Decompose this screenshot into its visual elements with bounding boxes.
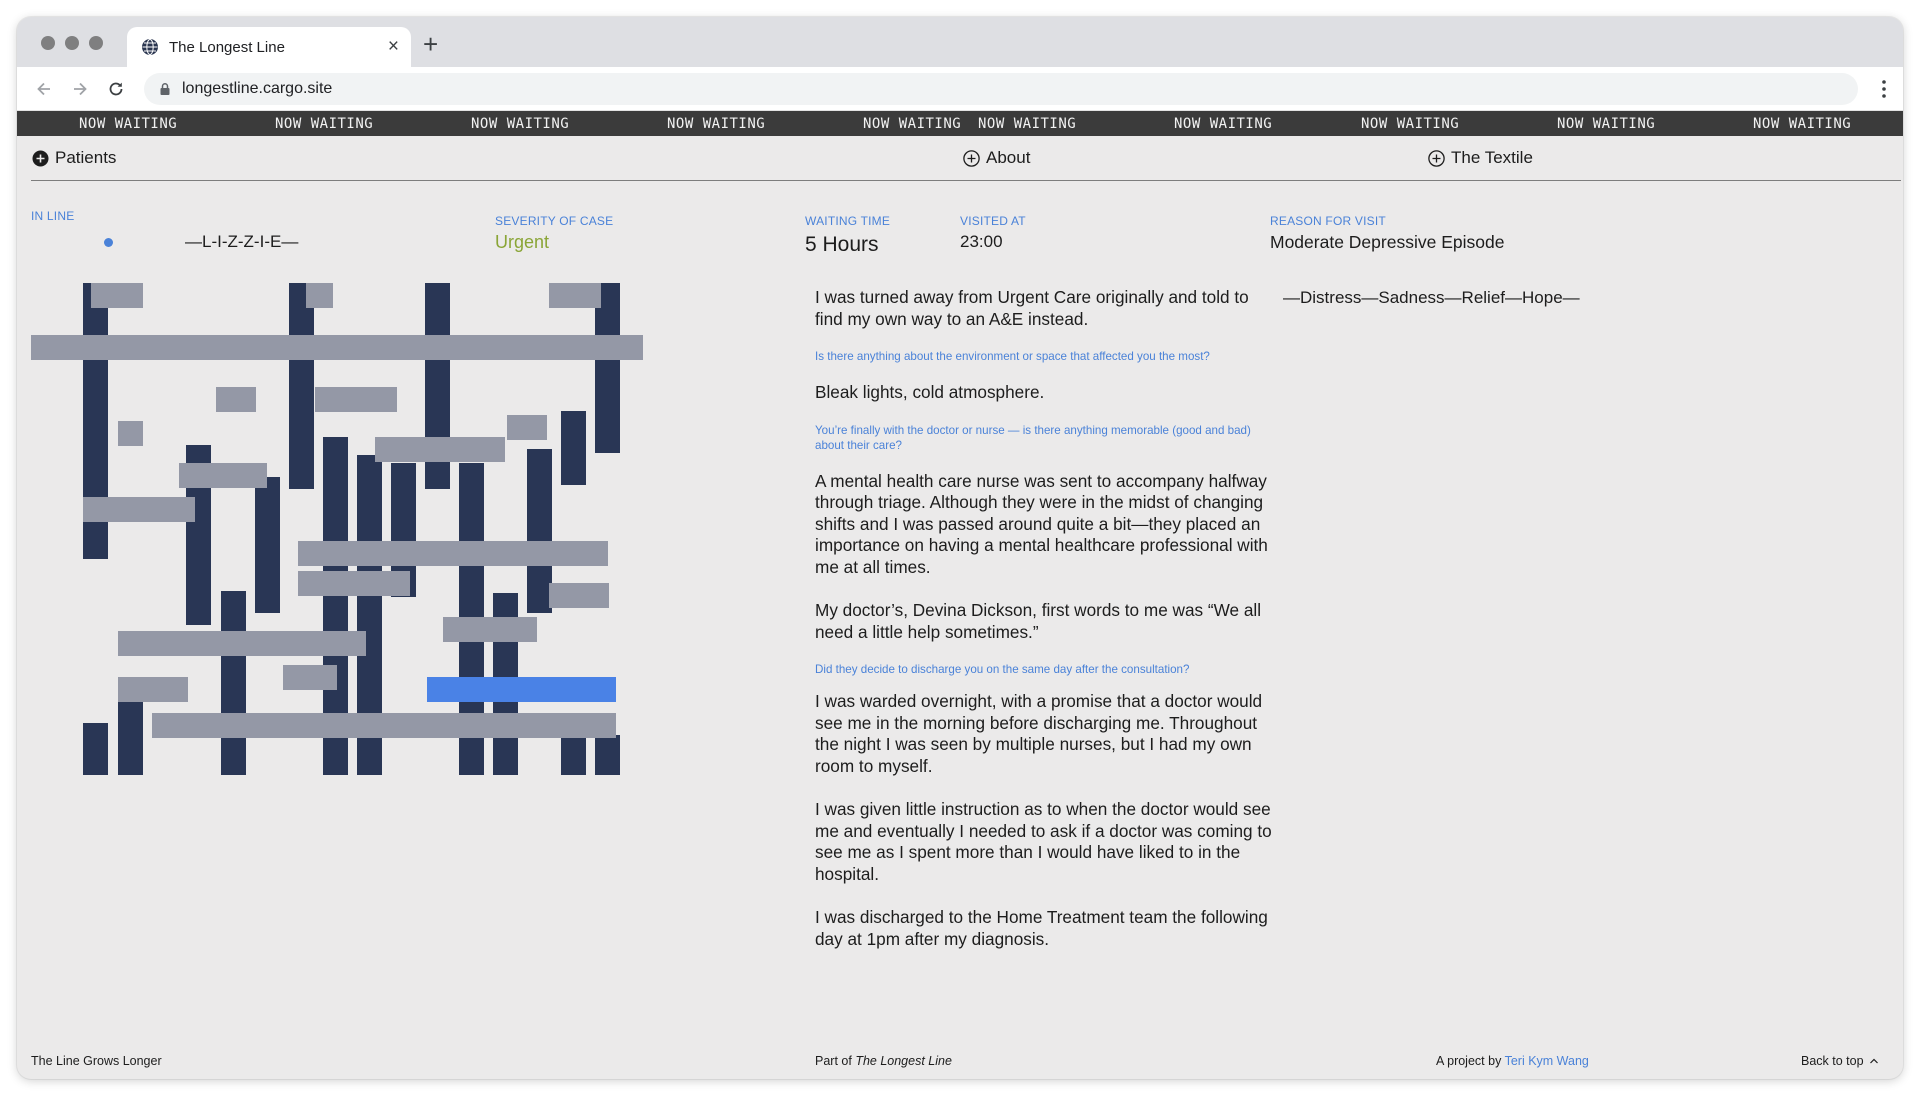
- textile-weft-thread: [298, 541, 608, 566]
- ticker-item: NOW WAITING: [275, 116, 374, 132]
- textile-warp-thread: [595, 735, 620, 775]
- ticker-item: NOW WAITING: [471, 116, 570, 132]
- story-question: You’re finally with the doctor or nurse — is there anything memorable (good and bad) about their care?: [815, 423, 1251, 452]
- in-line-label: IN LINE: [31, 209, 75, 223]
- textile-weft-thread: [315, 387, 397, 412]
- reason-label: REASON FOR VISIT: [1270, 214, 1386, 228]
- browser-toolbar: [17, 67, 1903, 111]
- textile-weft-thread: [91, 283, 143, 308]
- ticker-item: NOW WAITING: [863, 116, 962, 132]
- story-question: Is there anything about the environment or space that affected you the most?: [815, 350, 1210, 363]
- ticker-item: NOW WAITING: [1361, 116, 1460, 132]
- textile-weft-thread: [549, 283, 601, 308]
- maximize-window-button[interactable]: [89, 36, 103, 50]
- footer-part-of-title: The Longest Line: [855, 1054, 952, 1068]
- waiting-time-value: 5 Hours: [805, 233, 879, 256]
- globe-icon: [141, 38, 159, 56]
- textile-warp-thread: [595, 283, 620, 453]
- in-line-dot: [104, 238, 113, 247]
- ticker-item: NOW WAITING: [978, 116, 1077, 132]
- now-waiting-ticker: [17, 111, 1903, 136]
- story-paragraph: I was discharged to the Home Treatment team the following day at 1pm after my diagnosis.: [815, 907, 1268, 949]
- ticker-item: NOW WAITING: [1753, 116, 1852, 132]
- arrow-left-icon: [35, 80, 53, 98]
- nav-the-textile-label: The Textile: [1451, 148, 1533, 167]
- author-link[interactable]: Teri Kym Wang: [1504, 1054, 1589, 1068]
- more-menu-icon[interactable]: [1881, 78, 1887, 100]
- close-window-button[interactable]: [41, 36, 55, 50]
- chevron-up-icon: [1869, 1057, 1879, 1065]
- textile-warp-thread: [289, 283, 314, 489]
- browser-window: [17, 17, 1903, 1079]
- visited-at-label: VISITED AT: [960, 214, 1026, 228]
- footer-part-of-prefix: Part of: [815, 1054, 852, 1068]
- textile-weft-thread: [216, 387, 256, 412]
- back-to-top-link[interactable]: [1801, 1054, 1879, 1068]
- textile-weft-thread: [179, 463, 267, 488]
- reload-button[interactable]: [103, 76, 129, 102]
- textile-weft-thread: [443, 617, 537, 642]
- textile-weft-thread: [298, 571, 410, 596]
- story-paragraph: I was given little instruction as to when the doctor would see me and eventually I needed to ask if a doctor was coming to see me as I spent more than I would have liked to in the hospital.: [815, 799, 1272, 884]
- footer-project-credit: [1436, 1054, 1589, 1068]
- tab-strip: [17, 17, 1903, 67]
- new-tab-button[interactable]: +: [423, 29, 439, 59]
- patient-story: [815, 287, 1280, 972]
- story-paragraph: I was warded overnight, with a promise that a doctor would see me in the morning before discharging me. Throughout the night I was seen by multiple nurses, but I had my own room to myself.: [815, 691, 1263, 776]
- plus-circle-filled-icon: [32, 150, 49, 167]
- textile-weft-thread: [306, 283, 333, 308]
- footer-part-of: [815, 1054, 952, 1068]
- textile-weft-thread: [118, 677, 188, 702]
- textile-warp-thread: [221, 591, 246, 775]
- severity-label: SEVERITY OF CASE: [495, 214, 614, 228]
- severity-value: Urgent: [495, 232, 550, 252]
- visited-at-value: 23:00: [960, 232, 1003, 251]
- textile-warp-thread: [527, 449, 552, 613]
- footer-line-grows-longer[interactable]: [31, 1054, 162, 1068]
- site-nav: [17, 136, 1903, 179]
- textile-weft-thread: [507, 415, 547, 440]
- patient-name: —L-I-Z-Z-I-E—: [185, 232, 299, 251]
- textile-warp-thread: [561, 411, 586, 485]
- nav-divider: [31, 180, 1901, 181]
- address-bar[interactable]: [144, 73, 1858, 105]
- textile-weft-thread: [118, 421, 143, 446]
- nav-patients-label: Patients: [55, 148, 117, 167]
- plus-circle-icon: [1428, 150, 1445, 167]
- story-paragraph: My doctor’s, Devina Dickson, first words to me was “We all need a little help sometimes.”: [815, 600, 1262, 642]
- ticker-item: NOW WAITING: [1174, 116, 1273, 132]
- textile-weft-thread: [375, 437, 505, 462]
- textile-highlight-thread: [427, 677, 616, 702]
- textile-warp-thread: [255, 477, 280, 613]
- textile-weft-thread: [283, 665, 337, 690]
- waiting-time-label: WAITING TIME: [805, 214, 891, 228]
- textile-weft-thread: [83, 497, 195, 522]
- arrow-right-icon: [71, 80, 89, 98]
- reason-value: Moderate Depressive Episode: [1270, 232, 1505, 252]
- forward-button[interactable]: [67, 76, 93, 102]
- ticker-item: NOW WAITING: [79, 116, 178, 132]
- nav-the-textile[interactable]: [1428, 148, 1533, 168]
- nav-about[interactable]: [963, 148, 1030, 168]
- back-button[interactable]: [31, 76, 57, 102]
- plus-circle-icon: [963, 150, 980, 167]
- tab-title: The Longest Line: [169, 38, 285, 56]
- textile-visualization: [31, 283, 661, 795]
- url-text: longestline.cargo.site: [182, 80, 333, 97]
- textile-warp-thread: [83, 723, 108, 775]
- nav-about-label: About: [986, 148, 1031, 167]
- footer-project-prefix: A project by: [1436, 1054, 1502, 1068]
- minimize-window-button[interactable]: [65, 36, 79, 50]
- reload-icon: [107, 80, 125, 98]
- back-to-top-label: Back to top: [1801, 1054, 1864, 1068]
- story-paragraph: I was turned away from Urgent Care originally and told to find my own way to an A&E instead.: [815, 287, 1249, 329]
- browser-tab[interactable]: [127, 27, 411, 67]
- textile-weft-thread: [118, 631, 366, 656]
- lock-icon: [158, 82, 172, 96]
- story-paragraph: A mental health care nurse was sent to accompany halfway through triage. Although they were in the midst of changing shifts and I was passed around quite a bit—they placed an importance on having a mental healthcare professional with me at all times.: [815, 470, 1268, 577]
- story-question: Did they decide to discharge you on the same day after the consultation?: [815, 663, 1190, 676]
- textile-weft-thread: [152, 713, 616, 738]
- ticker-item: NOW WAITING: [667, 116, 766, 132]
- textile-weft-thread: [549, 583, 609, 608]
- ticker-item: NOW WAITING: [1557, 116, 1656, 132]
- nav-patients[interactable]: [32, 148, 116, 168]
- story-paragraph: Bleak lights, cold atmosphere.: [815, 382, 1045, 402]
- emotions-text: —Distress—Sadness—Relief—Hope—: [1283, 288, 1580, 307]
- textile-weft-thread: [31, 335, 643, 360]
- textile-warp-thread: [561, 735, 586, 775]
- footer-left-label: The Line Grows Longer: [31, 1054, 162, 1068]
- close-tab-icon[interactable]: ×: [387, 36, 399, 57]
